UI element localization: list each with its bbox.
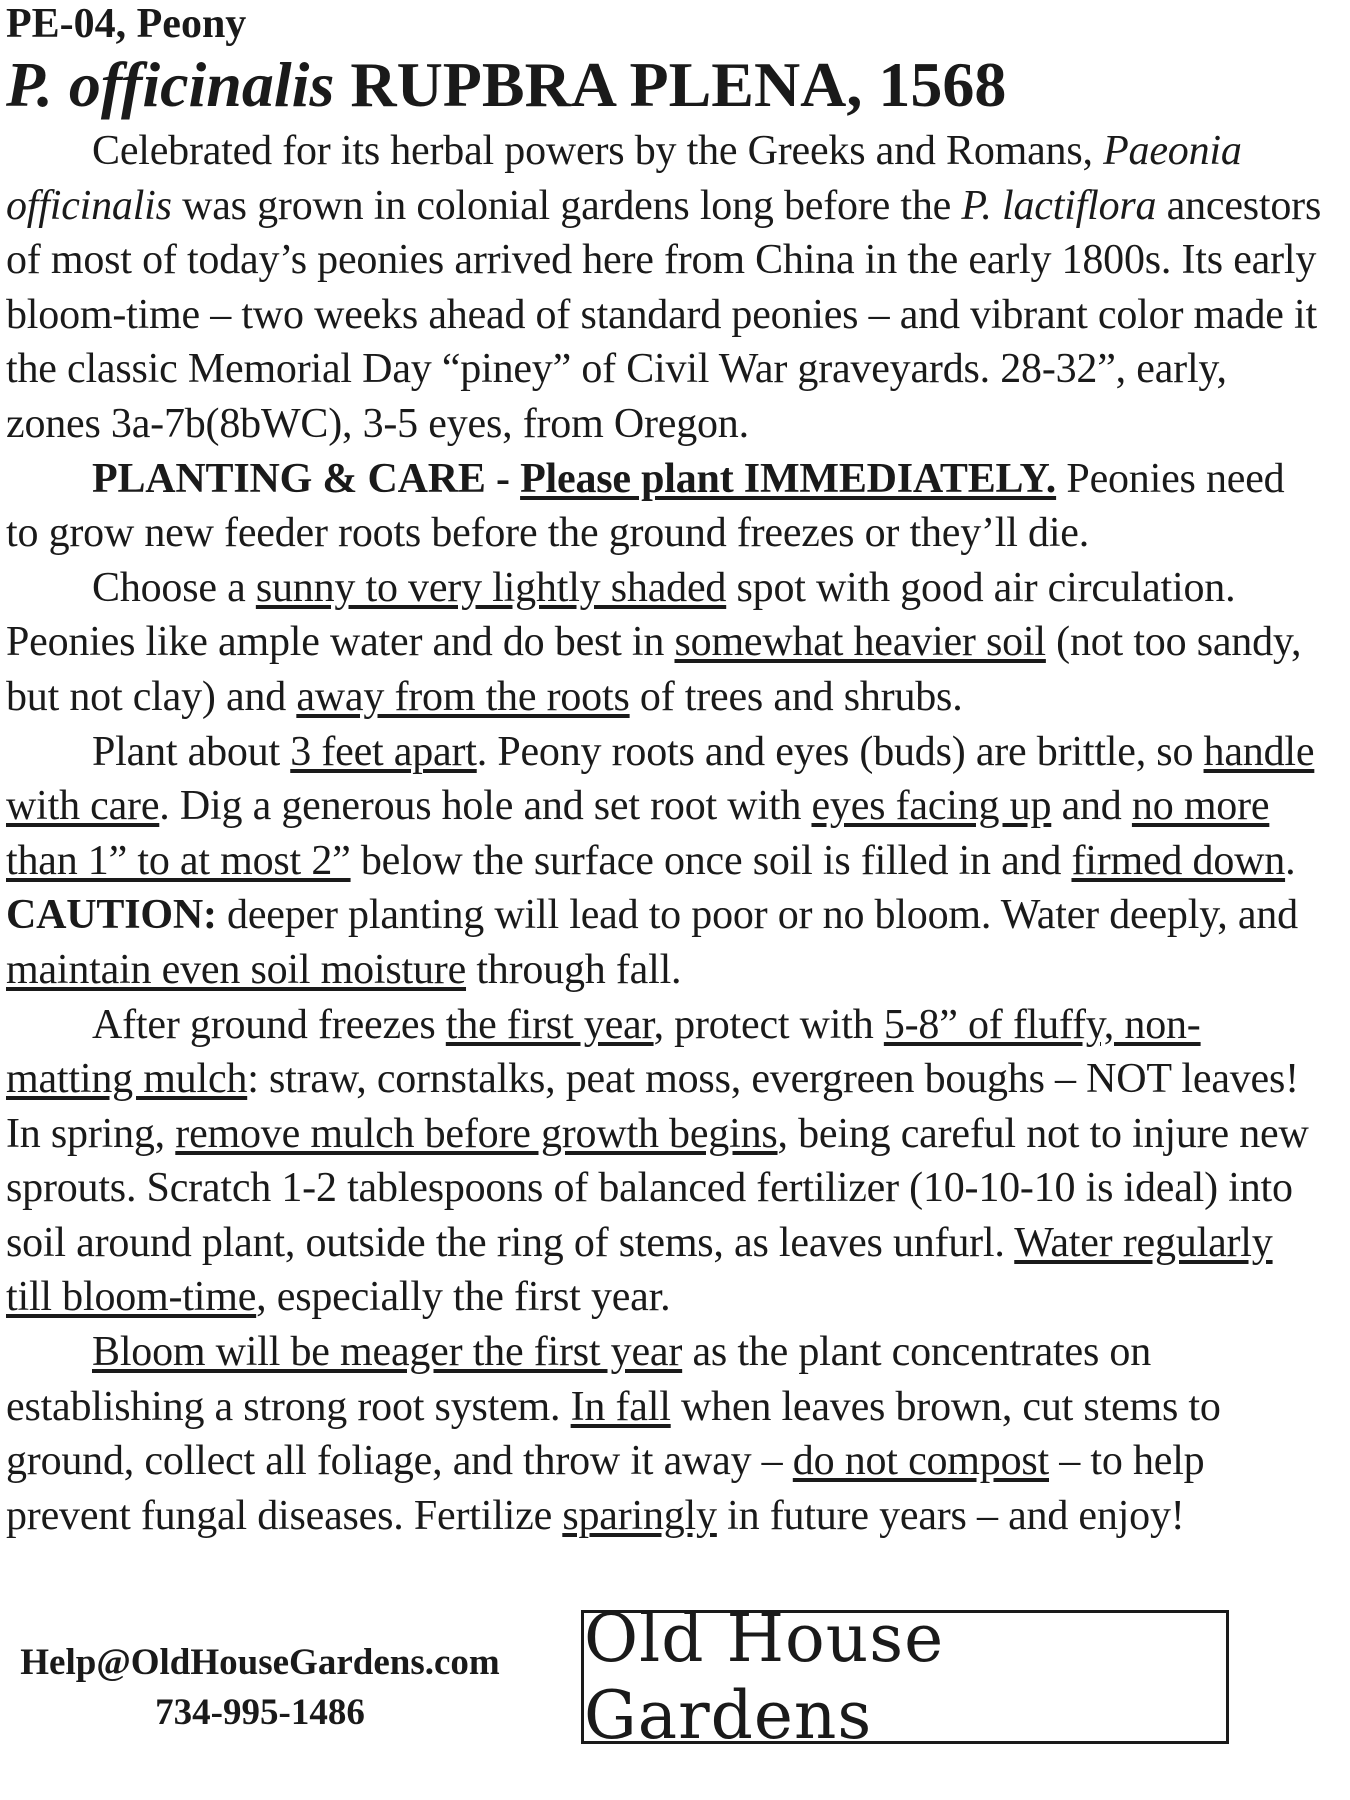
text: of trees and shrubs. [629, 673, 963, 720]
text: . Dig a generous hole and set root with [159, 783, 812, 830]
product-title [6, 48, 1326, 122]
emphasis: eyes facing up [811, 783, 1052, 830]
text: . Peony roots and eyes (buds) are brittle, so [476, 728, 1204, 775]
email-link[interactable]: Help@OldHouseGardens.com [20, 1642, 500, 1683]
text: spot with good air circulation. Peonies like ample water and do best in [6, 564, 1236, 666]
species-name: Paeonia officinalis [6, 128, 1242, 229]
emphasis: Water regularly till bloom-time [6, 1219, 1273, 1321]
plant-paragraph [6, 725, 1326, 998]
emphasis: firmed down [1071, 837, 1286, 884]
logo-text: Old House Gardens [584, 1600, 945, 1754]
text: , protect with [653, 1001, 884, 1048]
text: as the plant concentrates on establishing a strong root system. [6, 1329, 1152, 1430]
text: Celebrated for its herbal powers by the Greeks and Romans, [92, 128, 1104, 174]
text: Peonies need to grow new feeder roots before the ground freezes or they’ll die. [6, 455, 1285, 557]
intro-paragraph [6, 124, 1326, 452]
text: , being careful not to injure new sprouts. Scratch 1-2 tablespoons of balanced fertilizer (10-10-10 is ideal) into soil around plant, outside the ring of stems, as leaves unfurl. [6, 1110, 1309, 1266]
site-paragraph [6, 561, 1326, 725]
logo [581, 1600, 1229, 1754]
text: deeper planting will lead to poor or no bloom. Water deeply, and [216, 892, 1298, 939]
text: : straw, cornstalks, peat moss, evergreen boughs – NOT leaves! In spring, [6, 1056, 1299, 1157]
text: Choose a [92, 564, 256, 611]
contact-info [10, 1638, 510, 1738]
caution-label: CAUTION: [6, 892, 217, 939]
emphasis: away from the roots [296, 673, 630, 720]
text: ancestors of most of today’s peonies arrived here from China in the early 1800s. Its early bloom-time – two weeks ahead of standard peonies – and vibrant color made it the classic Memorial Day “piney” of Civil War graveyards. 28-32”, early, zones 3a-7b(8bWC), 3-5 eyes, from Oregon. [6, 182, 1322, 447]
text: through fall. [466, 946, 682, 993]
emphasis: Bloom will be meager the first year [92, 1329, 683, 1376]
phone-number: 734-995-1486 [155, 1692, 365, 1733]
emphasis: 5-8” of fluffy, non-matting mulch [6, 1001, 1201, 1103]
title-species: P. officinalis [6, 49, 335, 120]
emphasis: no more than 1” to at most 2” [6, 783, 1270, 884]
emphasis: the first year [445, 1001, 654, 1048]
bloom-paragraph [6, 1325, 1326, 1543]
mulch-paragraph [6, 998, 1326, 1326]
text: – to help prevent fungal diseases. Fertilize [6, 1438, 1205, 1539]
instruction-sheet [6, 0, 1326, 1543]
text: , especially the first year. [256, 1274, 671, 1321]
title-cultivar: RUPBRA PLENA, 1568 [334, 49, 1007, 120]
emphasis: handle with care [6, 728, 1315, 830]
urgent-note: Please plant IMMEDIATELY. [520, 455, 1057, 502]
emphasis: In fall [570, 1383, 671, 1430]
text: when leaves brown, cut stems to ground, collect all foliage, and throw it away – [6, 1383, 1221, 1485]
text: Plant about [92, 728, 291, 775]
text: After ground freezes [92, 1001, 446, 1048]
text: . [1285, 837, 1296, 884]
body-text [6, 124, 1326, 1543]
emphasis: maintain even soil moisture [6, 946, 467, 993]
planting-paragraph [6, 452, 1326, 561]
text: was grown in colonial gardens long before the [171, 182, 962, 229]
emphasis: 3 feet apart [290, 728, 477, 775]
emphasis: do not compost [792, 1438, 1049, 1485]
emphasis: somewhat heavier soil [674, 619, 1046, 666]
species-name: P. lactiflora [961, 182, 1157, 229]
product-code: PE-04, Peony [6, 1, 247, 47]
section-label: PLANTING & CARE - [92, 455, 521, 502]
text: (not too sandy, but not clay) and [6, 619, 1302, 720]
text: below the surface once soil is filled in and [350, 837, 1072, 884]
emphasis: remove mulch before growth begins [175, 1110, 778, 1157]
text: in future years – and enjoy! [716, 1492, 1185, 1539]
text: and [1051, 783, 1132, 830]
emphasis: sparingly [562, 1492, 717, 1539]
emphasis: sunny to very lightly shaded [255, 564, 727, 611]
